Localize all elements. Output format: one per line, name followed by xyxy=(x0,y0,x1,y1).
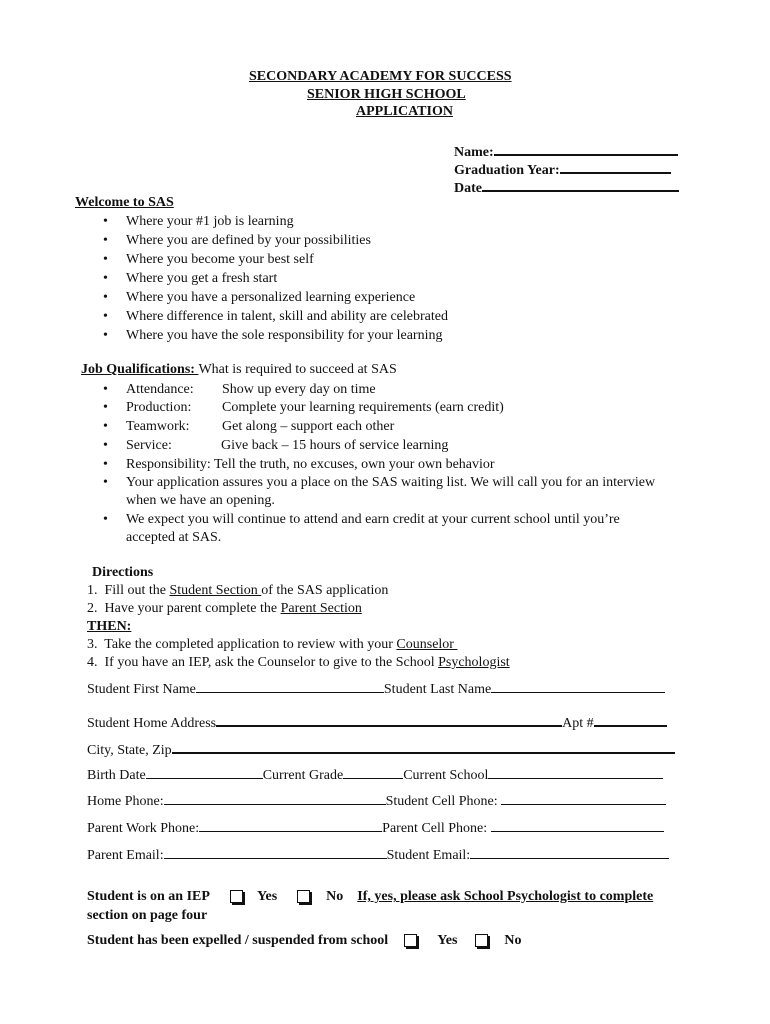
date-label: Date xyxy=(454,181,482,196)
list-item: • Attendance: Show up every day on time xyxy=(103,382,376,397)
list-item-continued xyxy=(126,530,221,546)
list-item-text: Where you are defined by your possibilities xyxy=(126,233,371,248)
email-row xyxy=(87,845,669,864)
first-name-label: Student First Name xyxy=(87,682,196,697)
title-line-2: SENIOR HIGH SCHOOL xyxy=(307,87,466,102)
list-item-text: Where you have the sole responsibility for your learning xyxy=(126,328,443,343)
qual-application-cont: when we have an opening. xyxy=(126,493,275,508)
name-label: Name: xyxy=(454,145,494,160)
list-item: • Teamwork: Get along – support each other xyxy=(103,419,395,434)
qualifications-heading: Job Qualifications: xyxy=(81,362,199,377)
student-section-link[interactable]: Student Section xyxy=(169,583,262,598)
qual-expect: We expect you will continue to attend and earn credit at your current school until you’re xyxy=(126,512,620,527)
home-address-label: Student Home Address xyxy=(87,716,217,731)
first-name-field[interactable] xyxy=(196,679,384,693)
psychologist-link[interactable]: Psychologist xyxy=(438,655,510,670)
list-item-text: Where you become your best self xyxy=(126,252,314,267)
qual-desc: Complete your learning requirements (earn credit) xyxy=(222,400,504,415)
parent-email-label: Parent Email: xyxy=(87,848,164,863)
iep-label: Student is on an IEP xyxy=(87,889,210,904)
name-row xyxy=(87,679,665,698)
expelled-yes-checkbox[interactable] xyxy=(404,934,417,947)
parent-cell-phone-field[interactable] xyxy=(491,818,664,832)
step-text: 3. Take the completed application to review with your xyxy=(87,637,397,652)
last-name-label: Student Last Name xyxy=(383,682,492,697)
direction-step-2 xyxy=(87,601,362,617)
qual-expect-cont: accepted at SAS. xyxy=(126,530,222,545)
parent-email-field[interactable] xyxy=(164,845,387,859)
list-item: • We expect you will continue to attend and earn credit at your current school until you’re xyxy=(103,512,620,527)
parent-work-phone-label: Parent Work Phone: xyxy=(87,821,200,836)
parent-cell-phone-label: Parent Cell Phone: xyxy=(382,821,491,836)
list-item: • Where difference in talent, skill and ability are celebrated xyxy=(103,309,448,324)
qual-term: Production: xyxy=(126,400,192,415)
iep-no-label: No xyxy=(326,889,344,904)
list-item: • Where you are defined by your possibilities xyxy=(103,233,371,248)
city-row xyxy=(87,739,675,759)
list-item: • Where your #1 job is learning xyxy=(103,214,294,229)
iep-yes-checkbox[interactable] xyxy=(230,890,243,903)
qualifications-intro: What is required to succeed at SAS xyxy=(198,362,397,377)
student-email-field[interactable] xyxy=(470,845,669,859)
iep-note-continued: section on page four xyxy=(87,908,208,923)
list-item-text: Where you have a personalized learning experience xyxy=(126,290,416,305)
iep-row xyxy=(87,889,653,905)
current-grade-label: Current Grade xyxy=(262,768,344,783)
home-address-field[interactable] xyxy=(216,712,562,727)
expelled-no-label: No xyxy=(504,933,522,948)
then-label: THEN: xyxy=(87,619,132,634)
parent-work-phone-field[interactable] xyxy=(199,818,382,832)
list-item: • Responsibility: Tell the truth, no excuses, own your own behavior xyxy=(103,457,495,472)
qual-desc: Give back – 15 hours of service learning xyxy=(221,438,449,453)
expelled-label: Student has been expelled / suspended from school xyxy=(87,933,389,948)
title-line-1: SECONDARY ACADEMY FOR SUCCESS xyxy=(249,69,512,84)
direction-step-1 xyxy=(87,583,388,599)
name-field[interactable] xyxy=(454,141,678,161)
expelled-row xyxy=(87,933,522,949)
home-phone-label: Home Phone: xyxy=(87,794,164,809)
direction-step-4 xyxy=(87,655,510,671)
birth-date-field[interactable] xyxy=(146,765,263,779)
apt-label: Apt # xyxy=(562,716,594,731)
directions-heading: Directions xyxy=(92,565,154,580)
step-text: 2. Have your parent complete the xyxy=(87,601,281,616)
current-school-field[interactable] xyxy=(488,765,663,779)
current-grade-field[interactable] xyxy=(343,765,403,779)
qual-term: Service: xyxy=(126,438,172,453)
welcome-heading: Welcome to SAS xyxy=(75,195,174,210)
list-item: • Service: Give back – 15 hours of service learning xyxy=(103,438,449,453)
iep-no-checkbox[interactable] xyxy=(297,890,310,903)
address-row xyxy=(87,712,667,732)
direction-step-3 xyxy=(87,637,457,653)
home-phone-field[interactable] xyxy=(164,791,386,805)
birth-date-label: Birth Date xyxy=(87,768,146,783)
expelled-no-checkbox[interactable] xyxy=(475,934,488,947)
qual-desc: Get along – support each other xyxy=(222,419,395,434)
title-line-3: APPLICATION xyxy=(356,104,453,119)
iep-yes-label: Yes xyxy=(256,889,278,904)
qual-term: Teamwork: xyxy=(126,419,190,434)
list-item-text: Where difference in talent, skill and ability are celebrated xyxy=(126,309,448,324)
city-state-zip-field[interactable] xyxy=(172,739,675,754)
list-item: • Production: Complete your learning requirements (earn credit) xyxy=(103,400,504,415)
qual-desc: Show up every day on time xyxy=(222,382,376,397)
name-line[interactable] xyxy=(494,141,678,156)
iep-note: If, yes, please ask School Psychologist to complete xyxy=(357,889,654,904)
list-item: • Where you become your best self xyxy=(103,252,314,267)
qual-application: Your application assures you a place on the SAS waiting list. We will call you for an interview xyxy=(126,475,656,490)
step-text: of the SAS application xyxy=(261,583,389,598)
date-line[interactable] xyxy=(482,177,679,192)
graduation-year-field[interactable] xyxy=(454,159,671,179)
student-cell-label: Student Cell Phone: xyxy=(385,794,502,809)
list-item-text: Where your #1 job is learning xyxy=(126,214,294,229)
phone-row xyxy=(87,791,666,810)
current-school-label: Current School xyxy=(403,768,489,783)
list-item: • Your application assures you a place on the SAS waiting list. We will call you for an interview xyxy=(103,475,656,490)
list-item: • Where you have the sole responsibility for your learning xyxy=(103,328,443,343)
apt-field[interactable] xyxy=(594,712,667,727)
list-item: • Where you get a fresh start xyxy=(103,271,278,286)
step-text: 4. If you have an IEP, ask the Counselor to give to the School xyxy=(87,655,439,670)
graduation-year-line[interactable] xyxy=(560,159,671,174)
expelled-yes-label: Yes xyxy=(437,933,458,948)
parent-section-link[interactable]: Parent Section xyxy=(280,601,362,616)
step-text: 1. Fill out the xyxy=(87,583,170,598)
list-item: • Where you have a personalized learning experience xyxy=(103,290,416,305)
qual-term: Attendance: xyxy=(126,382,194,397)
qual-responsibility: Responsibility: Tell the truth, no excuses, own your own behavior xyxy=(126,457,495,472)
student-cell-field[interactable] xyxy=(501,791,666,805)
city-state-zip-label: City, State, Zip xyxy=(87,743,172,758)
qualifications-heading-row xyxy=(81,362,397,378)
list-item-continued xyxy=(126,493,275,509)
date-field[interactable] xyxy=(454,177,679,197)
list-item-text: Where you get a fresh start xyxy=(126,271,278,286)
graduation-year-label: Graduation Year: xyxy=(454,163,560,178)
last-name-field[interactable] xyxy=(491,679,665,693)
counselor-link[interactable]: Counselor xyxy=(396,637,458,652)
parent-phone-row xyxy=(87,818,664,837)
student-email-label: Student Email: xyxy=(386,848,471,863)
birth-grade-school-row xyxy=(87,765,663,784)
